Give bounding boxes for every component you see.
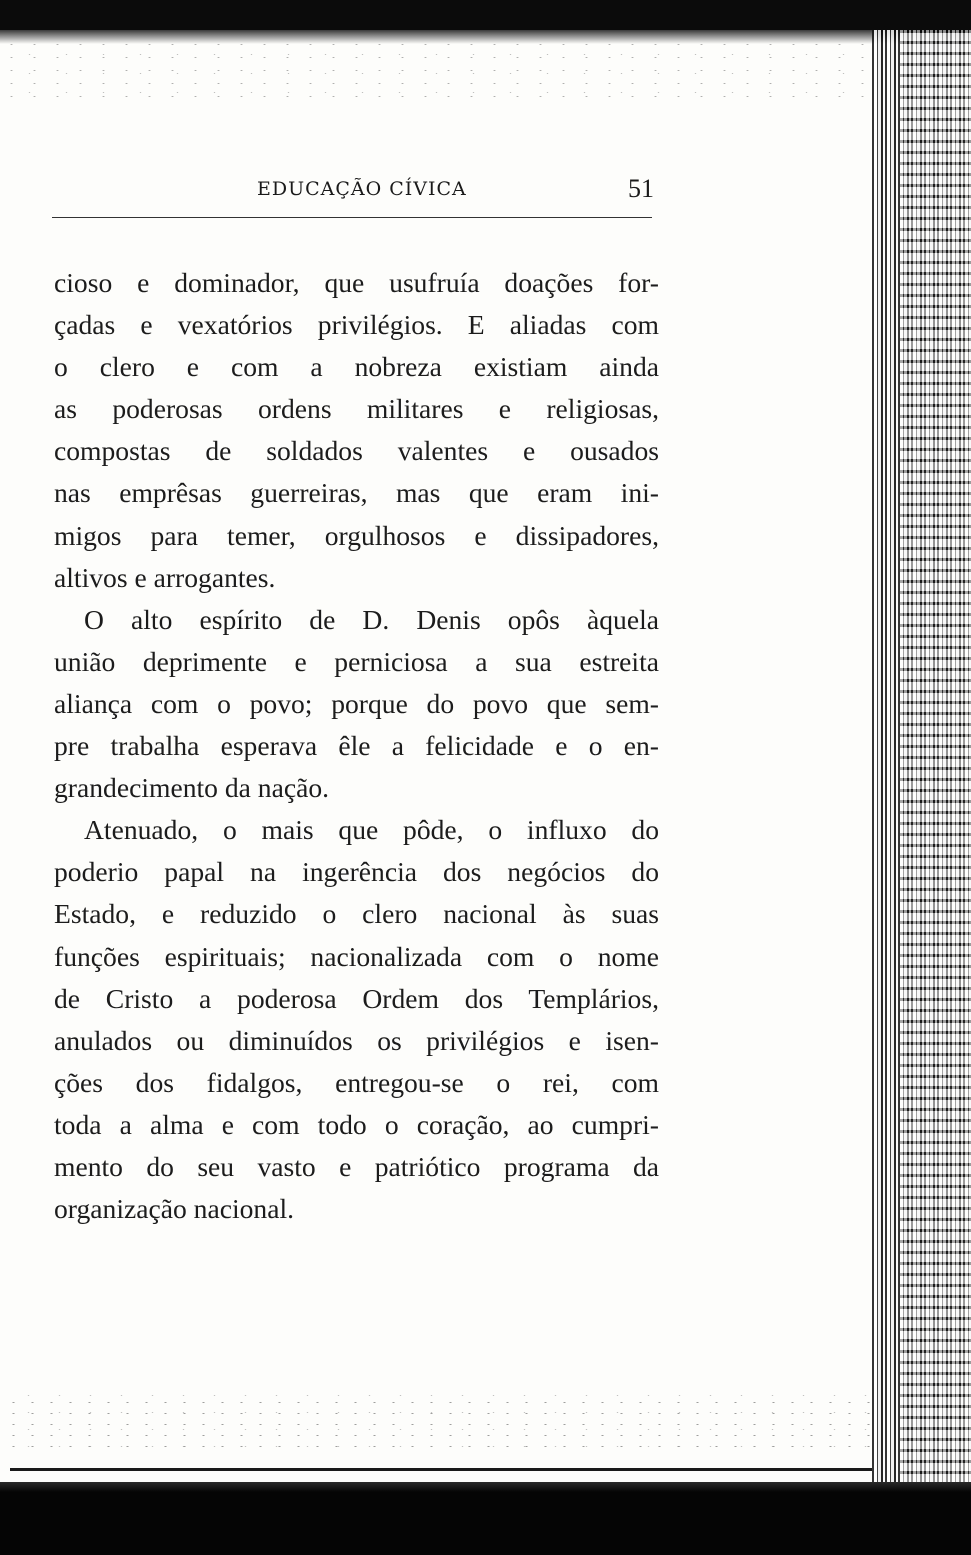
- text-line: migos para temer, orgulhosos e dissipadores,: [54, 519, 659, 551]
- page-number: 51: [628, 174, 654, 203]
- scan-bottom-rule: [10, 1468, 872, 1471]
- text-line: aliança com o povo; porque do povo que sem-: [54, 687, 659, 719]
- text-line: grandecimento da nação.: [54, 772, 330, 804]
- paragraph-1: [54, 262, 659, 599]
- header-rule: [52, 217, 652, 218]
- text-line: O alto espírito de D. Denis opôs àquela: [84, 603, 659, 635]
- running-head: EDUCAÇÃO CÍVICA: [257, 178, 467, 200]
- scan-top-border: [0, 0, 971, 30]
- text-line: organização nacional.: [54, 1193, 295, 1225]
- text-line: anulados ou diminuídos os privilégios e isen-: [54, 1024, 659, 1056]
- book-spine-shadow: [900, 30, 971, 1485]
- text-line: nas emprêsas guerreiras, mas que eram ini-: [54, 477, 659, 509]
- text-line: funções espirituais; nacionalizada com o nome: [54, 940, 659, 972]
- text-line: ções dos fidalgos, entregou-se o rei, com: [54, 1066, 659, 1098]
- text-line: poderio papal na ingerência dos negócios do: [54, 856, 659, 888]
- scan-noise-top: [0, 38, 880, 108]
- text-line: altivos e arrogantes.: [54, 561, 276, 593]
- text-line: união deprimente e perniciosa a sua estreita: [54, 645, 659, 677]
- scan-noise-bottom: [0, 1395, 880, 1455]
- text-line: toda a alma e com todo o coração, ao cumpri-: [54, 1108, 659, 1140]
- page-header: [52, 170, 662, 210]
- text-line: pre trabalha esperava êle a felicidade e o en-: [54, 730, 659, 762]
- text-line: Atenuado, o mais que pôde, o influxo do: [84, 814, 659, 846]
- text-line: mento do seu vasto e patriótico programa da: [54, 1150, 659, 1182]
- text-line: o clero e com a nobreza existiam ainda: [54, 351, 659, 383]
- text-line: de Cristo a poderosa Ordem dos Templários,: [54, 982, 659, 1014]
- scan-bottom-border: [0, 1482, 971, 1555]
- text-line: cioso e dominador, que usufruía doações for-: [54, 267, 659, 298]
- paragraph-3: [54, 809, 659, 1230]
- text-line: as poderosas ordens militares e religiosas,: [54, 393, 659, 425]
- text-line: Estado, e reduzido o clero nacional às suas: [54, 898, 659, 930]
- body-text: [54, 262, 659, 1230]
- text-line: çadas e vexatórios privilégios. E aliadas com: [54, 309, 659, 341]
- text-line: compostas de soldados valentes e ousados: [54, 435, 659, 467]
- paragraph-2: [54, 599, 659, 809]
